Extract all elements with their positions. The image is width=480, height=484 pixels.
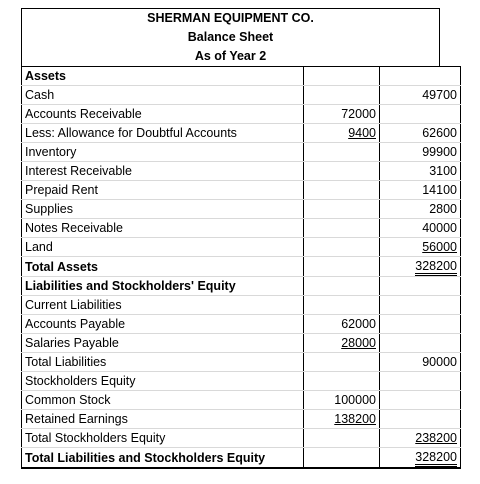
detail-amount: 72000: [341, 107, 376, 121]
table-row: [22, 429, 461, 448]
total-amount-cell: [380, 124, 461, 143]
total-amount: 328200: [415, 260, 457, 276]
table-row: [22, 143, 461, 162]
table-row: [22, 238, 461, 257]
table-row: [22, 296, 461, 315]
table-row: [22, 448, 461, 469]
total-amount-cell: [380, 143, 461, 162]
row-label: Total Assets: [22, 257, 304, 277]
table-row: [22, 353, 461, 372]
table-row: [22, 391, 461, 410]
row-label: Cash: [22, 86, 304, 105]
total-amount-cell: [380, 448, 461, 469]
detail-amount-cell: [304, 391, 380, 410]
total-amount-cell: [380, 353, 461, 372]
detail-amount-cell: [304, 257, 380, 277]
row-label: Current Liabilities: [22, 296, 304, 315]
total-amount-cell: [380, 162, 461, 181]
table-row: [22, 86, 461, 105]
detail-amount-cell: [304, 86, 380, 105]
total-amount: 62600: [422, 126, 457, 140]
detail-amount-cell: [304, 67, 380, 86]
total-amount: 14100: [422, 183, 457, 197]
table-row: [22, 181, 461, 200]
total-amount-cell: [380, 257, 461, 277]
total-amount-cell: [380, 391, 461, 410]
detail-amount-cell: [304, 315, 380, 334]
total-amount: 2800: [429, 202, 457, 216]
row-label: Retained Earnings: [22, 410, 304, 429]
detail-amount-cell: [304, 219, 380, 238]
detail-amount: 100000: [334, 393, 376, 407]
detail-amount: 28000: [341, 336, 376, 350]
total-amount-cell: [380, 238, 461, 257]
total-amount: 40000: [422, 221, 457, 235]
detail-amount: 9400: [348, 126, 376, 140]
total-amount-cell: [380, 200, 461, 219]
detail-amount-cell: [304, 238, 380, 257]
row-label: Less: Allowance for Doubtful Accounts: [22, 124, 304, 143]
table-row: [22, 277, 461, 296]
detail-amount-cell: [304, 124, 380, 143]
total-amount-cell: [380, 67, 461, 86]
row-label: Assets: [22, 67, 304, 86]
row-label: Salaries Payable: [22, 334, 304, 353]
table-row: [22, 162, 461, 181]
table-row: [22, 105, 461, 124]
statement-title: Balance Sheet: [21, 28, 440, 47]
table-row: [22, 200, 461, 219]
total-amount-cell: [380, 334, 461, 353]
company-name: SHERMAN EQUIPMENT CO.: [21, 8, 440, 28]
total-amount-cell: [380, 429, 461, 448]
table-row: [22, 257, 461, 277]
detail-amount-cell: [304, 448, 380, 469]
table-row: [22, 372, 461, 391]
detail-amount-cell: [304, 143, 380, 162]
detail-amount: 62000: [341, 317, 376, 331]
total-amount-cell: [380, 105, 461, 124]
row-label: Total Liabilities: [22, 353, 304, 372]
row-label: Supplies: [22, 200, 304, 219]
detail-amount-cell: [304, 277, 380, 296]
detail-amount-cell: [304, 334, 380, 353]
total-amount: 49700: [422, 88, 457, 102]
total-amount: 238200: [415, 431, 457, 445]
row-label: Accounts Receivable: [22, 105, 304, 124]
total-amount: 328200: [415, 451, 457, 467]
total-amount: 3100: [429, 164, 457, 178]
row-label: Land: [22, 238, 304, 257]
table-row: [22, 334, 461, 353]
row-label: Liabilities and Stockholders' Equity: [22, 277, 304, 296]
row-label: Prepaid Rent: [22, 181, 304, 200]
total-amount: 99900: [422, 145, 457, 159]
detail-amount: 138200: [334, 412, 376, 426]
detail-amount-cell: [304, 200, 380, 219]
balance-sheet: [21, 8, 457, 469]
total-amount-cell: [380, 181, 461, 200]
total-amount-cell: [380, 86, 461, 105]
total-amount: 56000: [422, 240, 457, 254]
row-label: Inventory: [22, 143, 304, 162]
row-label: Accounts Payable: [22, 315, 304, 334]
row-label: Total Liabilities and Stockholders Equity: [22, 448, 304, 469]
detail-amount-cell: [304, 296, 380, 315]
detail-amount-cell: [304, 353, 380, 372]
detail-amount-cell: [304, 372, 380, 391]
table-row: [22, 219, 461, 238]
row-label: Stockholders Equity: [22, 372, 304, 391]
row-label: Total Stockholders Equity: [22, 429, 304, 448]
total-amount-cell: [380, 277, 461, 296]
detail-amount-cell: [304, 410, 380, 429]
table-row: [22, 410, 461, 429]
detail-amount-cell: [304, 105, 380, 124]
table-row: [22, 315, 461, 334]
detail-amount-cell: [304, 181, 380, 200]
total-amount-cell: [380, 296, 461, 315]
row-label: Common Stock: [22, 391, 304, 410]
total-amount-cell: [380, 315, 461, 334]
detail-amount-cell: [304, 429, 380, 448]
balance-sheet-table: [21, 66, 461, 469]
total-amount-cell: [380, 372, 461, 391]
total-amount-cell: [380, 219, 461, 238]
row-label: Notes Receivable: [22, 219, 304, 238]
table-row: [22, 124, 461, 143]
table-row: [22, 67, 461, 86]
row-label: Interest Receivable: [22, 162, 304, 181]
detail-amount-cell: [304, 162, 380, 181]
total-amount: 90000: [422, 355, 457, 369]
statement-date: As of Year 2: [21, 47, 440, 66]
total-amount-cell: [380, 410, 461, 429]
